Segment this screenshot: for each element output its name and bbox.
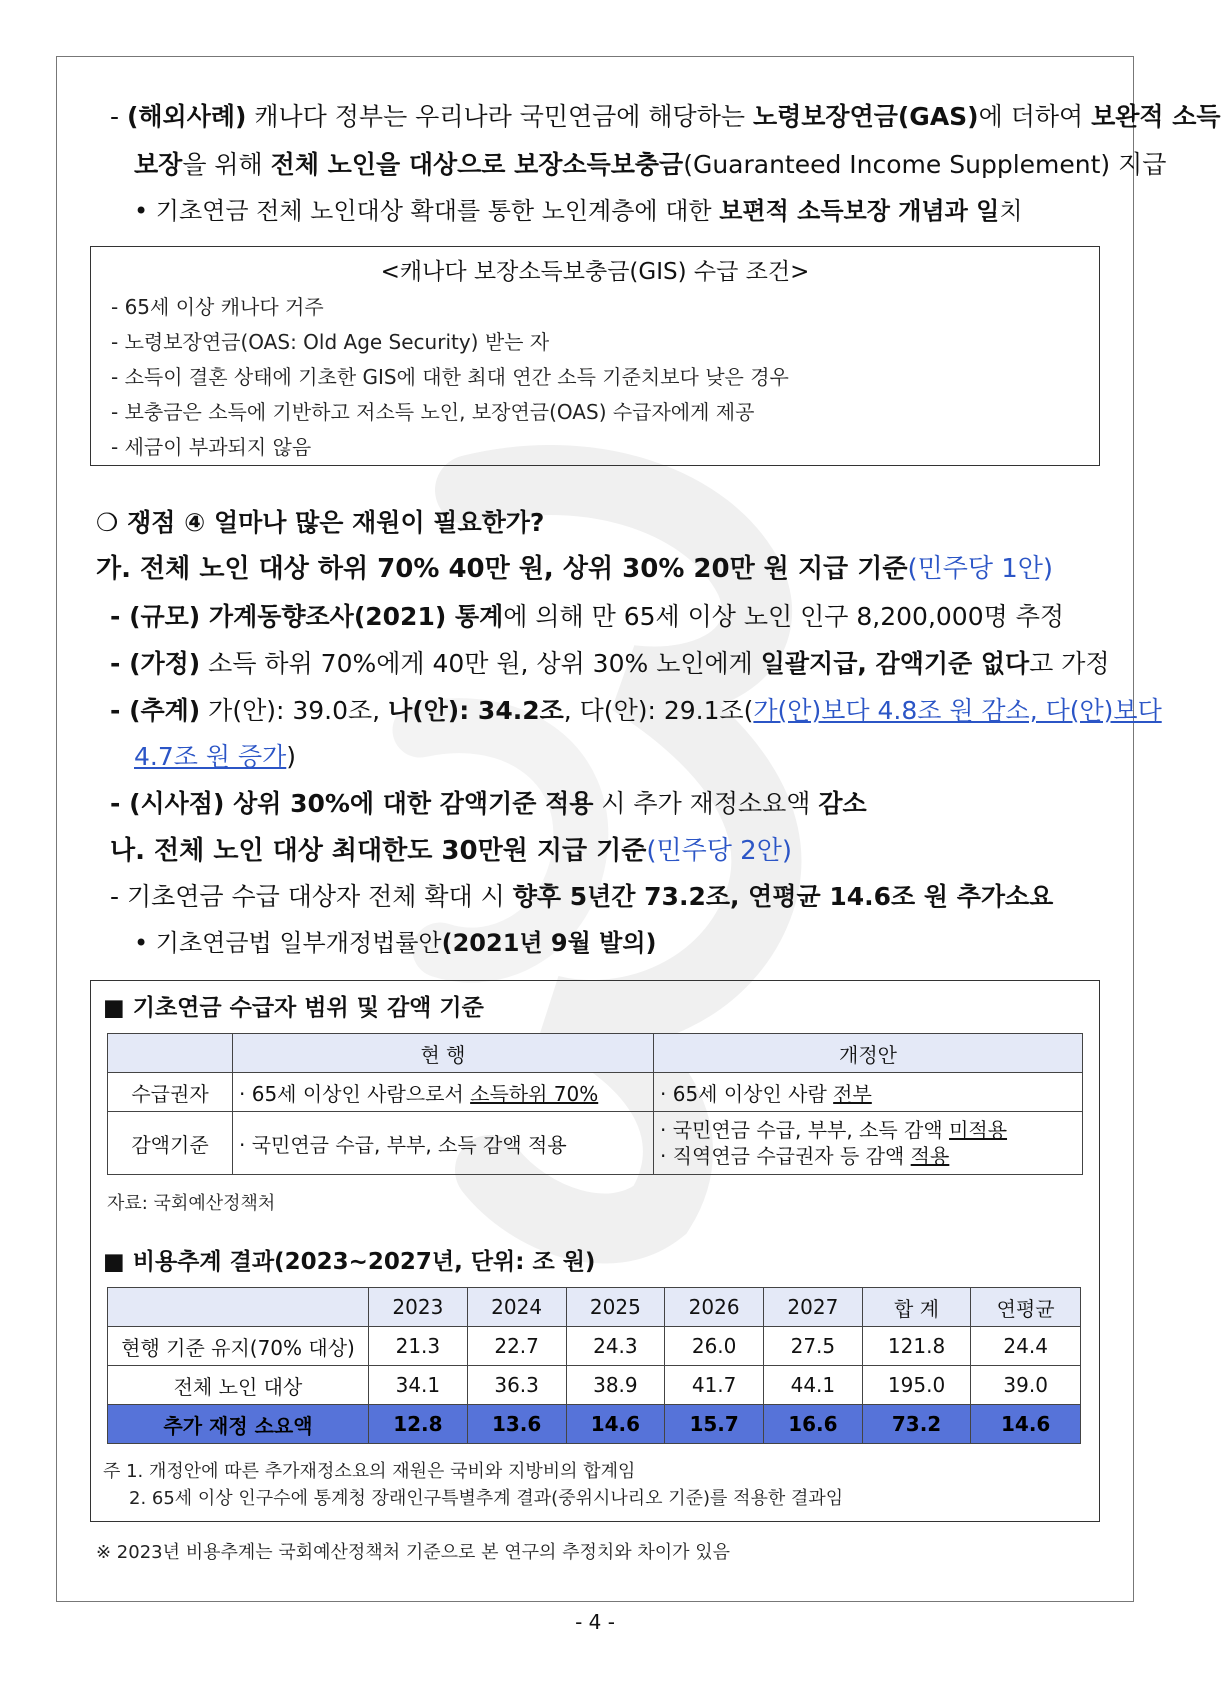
- gis-condition-item: - 노령보장연금(OAS: Old Age Security) 받는 자: [111, 330, 550, 354]
- overseas-case-line-1: - (해외사례) 캐나다 정부는 우리나라 국민연금에 해당하는 노령보장연금(GAS)에 더하여 보완적 소득: [110, 102, 1221, 131]
- footnote: ※ 2023년 비용추계는 국회예산정책처 기준으로 본 연구의 추정치와 차이가 있음: [96, 1542, 731, 1563]
- scale-line: - (규모) 가계동향조사(2021) 통계에 의해 만 65세 이상 노인 인구 8,200,000명 추정: [110, 602, 1065, 631]
- amendment-header: 개정안: [654, 1034, 1083, 1073]
- cell: 24.3: [566, 1327, 665, 1366]
- reduction-current: · 국민연금 수급, 부부, 소득 감액 적용: [233, 1112, 654, 1175]
- empty-header-cell: [108, 1288, 369, 1327]
- expansion-cost-line: - 기초연금 수급 대상자 전체 확대 시 향후 5년간 73.2조, 연평균 14.6조 원 추가소요: [110, 882, 1054, 911]
- gis-condition-item: - 세금이 부과되지 않음: [111, 435, 312, 459]
- assumption-line: - (가정) 소득 하위 70%에게 40만 원, 상위 30% 노인에게 일괄지급, 감액기준 없다고 가정: [110, 649, 1110, 678]
- cell: 27.5: [764, 1327, 863, 1366]
- cell: 44.1: [764, 1366, 863, 1405]
- cell: 39.0: [971, 1366, 1081, 1405]
- universal-income-line: • 기초연금 전체 노인대상 확대를 통한 노인계층에 대한 보편적 소득보장 개념과 일치: [134, 197, 1023, 225]
- cell: 195.0: [862, 1366, 971, 1405]
- row-label: 추가 재정 소요액: [108, 1405, 369, 1444]
- cell: 38.9: [566, 1366, 665, 1405]
- reduction-amendment: · 국민연금 수급, 부부, 소득 감액 미적용 · 직역연금 수급권자 등 감액 적용: [654, 1112, 1083, 1175]
- estimate-line-1: - (추계) 가(안): 39.0조, 나(안): 34.2조, 다(안): 29.1조(가(안)보다 4.8조 원 감소, 다(안)보다: [110, 696, 1162, 725]
- year-header: 2027: [764, 1288, 863, 1327]
- cell: 14.6: [971, 1405, 1081, 1444]
- option-ga-heading: 가. 전체 노인 대상 하위 70% 40만 원, 상위 30% 20만 원 지급 기준(민주당 1안): [96, 554, 1054, 584]
- page-number: - 4 -: [575, 1610, 615, 1634]
- gis-condition-item: - 소득이 결혼 상태에 기초한 GIS에 대한 최대 연간 소득 기준치보다 낮은 경우: [111, 365, 789, 389]
- row-label-reduction: 감액기준: [108, 1112, 233, 1175]
- overseas-case-line-2: 보장을 위해 전체 노인을 대상으로 보장소득보충금(Guaranteed Income Supplement) 지급: [134, 150, 1167, 179]
- cell: 22.7: [467, 1327, 566, 1366]
- cost-estimate-table: [107, 1287, 1081, 1444]
- gis-conditions-box: [90, 246, 1100, 466]
- option-na-heading: 나. 전체 노인 대상 최대한도 30만원 지급 기준(민주당 2안): [110, 836, 792, 866]
- source-note: 자료: 국회예산정책처: [107, 1193, 276, 1214]
- table-row: [108, 1366, 1081, 1405]
- eligibility-table: [107, 1033, 1083, 1175]
- row-label-recipient: 수급권자: [108, 1073, 233, 1112]
- table-note-1: 주 1. 개정안에 따른 추가재정소요의 재원은 국비와 지방비의 합계임: [103, 1461, 636, 1482]
- empty-header-cell: [108, 1034, 233, 1073]
- row-label: 현행 기준 유지(70% 대상): [108, 1327, 369, 1366]
- gis-box-title: <캐나다 보장소득보충금(GIS) 수급 조건>: [380, 259, 810, 285]
- gis-condition-item: - 보충금은 소득에 기반하고 저소득 노인, 보장연금(OAS) 수급자에게 제공: [111, 400, 755, 424]
- cell: 15.7: [665, 1405, 764, 1444]
- cell: 21.3: [369, 1327, 468, 1366]
- bill-line: • 기초연금법 일부개정법률안(2021년 9월 발의): [134, 929, 657, 957]
- year-header: 2026: [665, 1288, 764, 1327]
- cell: 13.6: [467, 1405, 566, 1444]
- eligibility-section-title: ■ 기초연금 수급자 범위 및 감액 기준: [103, 995, 484, 1021]
- cost-section-title: ■ 비용추계 결과(2023~2027년, 단위: 조 원): [103, 1249, 596, 1275]
- total-header: 합 계: [862, 1288, 971, 1327]
- cell: 36.3: [467, 1366, 566, 1405]
- table-row: [108, 1327, 1081, 1366]
- year-header: 2025: [566, 1288, 665, 1327]
- recipient-current: · 65세 이상인 사람으로서 소득하위 70%: [233, 1073, 654, 1112]
- cell: 26.0: [665, 1327, 764, 1366]
- cell: 34.1: [369, 1366, 468, 1405]
- year-header: 2023: [369, 1288, 468, 1327]
- table-row-sum: [108, 1405, 1081, 1444]
- cell: 14.6: [566, 1405, 665, 1444]
- cell: 121.8: [862, 1327, 971, 1366]
- cell: 24.4: [971, 1327, 1081, 1366]
- issue-heading: ❍ 쟁점 ④ 얼마나 많은 재원이 필요한가?: [96, 508, 545, 537]
- implication-line: - (시사점) 상위 30%에 대한 감액기준 적용 시 추가 재정소요액 감소: [110, 789, 867, 818]
- annual-avg-header: 연평균: [971, 1288, 1081, 1327]
- cell: 12.8: [369, 1405, 468, 1444]
- year-header: 2024: [467, 1288, 566, 1327]
- gis-condition-item: - 65세 이상 캐나다 거주: [111, 295, 324, 319]
- estimate-line-2: 4.7조 원 증가): [134, 742, 297, 771]
- recipient-amendment: · 65세 이상인 사람 전부: [654, 1073, 1083, 1112]
- cell: 16.6: [764, 1405, 863, 1444]
- cell: 41.7: [665, 1366, 764, 1405]
- table-note-2: 2. 65세 이상 인구수에 통계청 장래인구특별추계 결과(중위시나리오 기준)를 적용한 결과임: [129, 1488, 844, 1509]
- pension-tables-box: [90, 980, 1100, 1522]
- cell: 73.2: [862, 1405, 971, 1444]
- current-header: 현 행: [233, 1034, 654, 1073]
- row-label: 전체 노인 대상: [108, 1366, 369, 1405]
